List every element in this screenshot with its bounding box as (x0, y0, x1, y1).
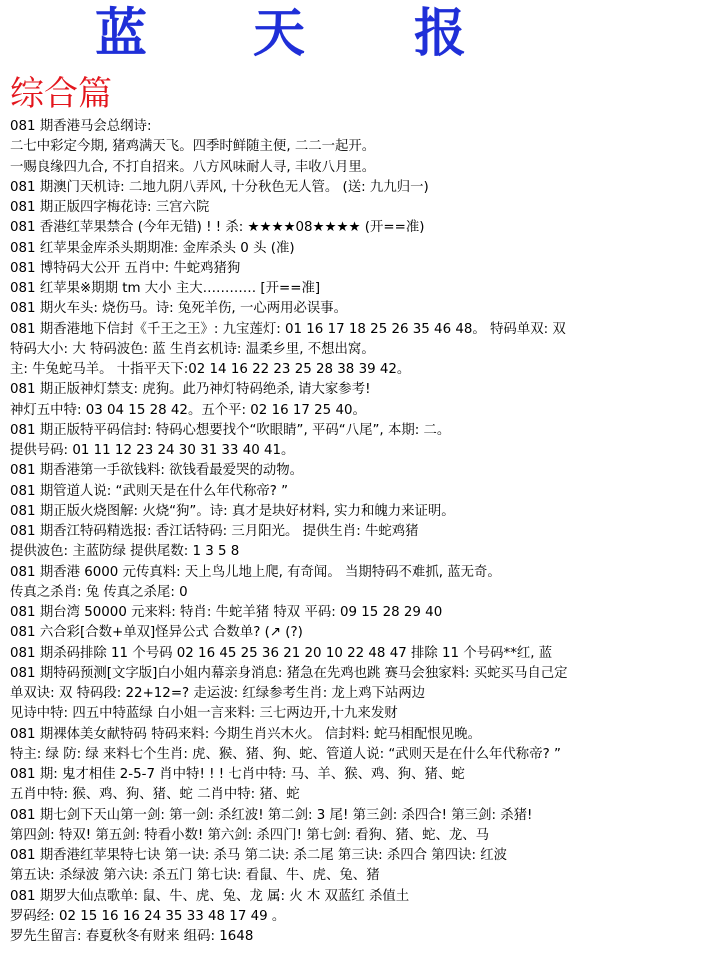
text-segment: 081 期七剑下天山第一剑: 第一剑: 杀红波! 第二剑: 3 尾! 第三剑: 杀四合! 第三剑: 杀猪! (10, 807, 533, 823)
text-line (10, 664, 700, 684)
text-segment: 单双诀: 双 特码段: 22+12=? 走运波: 红绿参考生肖: 龙上鸡下站两边 (10, 686, 426, 701)
text-line (10, 583, 700, 603)
text-line (10, 360, 700, 380)
text-line (10, 907, 700, 927)
masthead-char-1: 蓝 (95, 3, 148, 64)
text-segment: 五肖中特: 猴、鸡、狗、猪、蛇 二肖中特: 猪、蛇 (10, 787, 300, 803)
text-line (10, 320, 700, 340)
text-line (10, 644, 700, 664)
text-line (10, 137, 700, 157)
text-segment: 081 期香港马会总纲诗: (10, 119, 152, 134)
text-segment: 罗码经: 02 15 16 16 24 35 33 48 17 49 。 (10, 908, 286, 924)
text-segment: 二七中彩定今期, 猪鸡满天飞。四季时鲜随主便, 二二一起开。 (10, 139, 376, 155)
text-segment: 传真之杀肖: 兔 传真之杀尾: 0 (10, 584, 188, 600)
text-segment: 081 期: 鬼才相佳 2-5-7 肖中特! ! ! 七肖中特: 马、羊、猴、鸡、狗、猪、蛇 (10, 767, 465, 782)
text-segment: 081 期香港地下信封《千王之王》: 九宝莲灯: 01 16 17 18 25 26 35 46 48。 特码单双: 双 (10, 321, 566, 337)
text-segment: 特主: 绿 防: 绿 来料七个生肖: 虎、猴、猪、狗、蛇、管道人说: “武则天是在什么年代称帝? ” (10, 746, 561, 762)
text-segment: 提供号码: 01 11 12 23 24 30 31 33 40 41。 (10, 443, 295, 458)
text-segment: 081 期管道人说: “武则天是在什么年代称帝? ” (10, 483, 289, 499)
text-line (10, 239, 700, 259)
text-line (10, 401, 700, 421)
text-segment: 081 期杀码排除 11 个号码 02 16 45 25 36 21 20 10 22 48 47 排除 11 个号码**红, 蓝 (10, 645, 553, 661)
text-line (10, 623, 700, 643)
text-line (10, 421, 700, 441)
text-segment: 081 期正版火烧图解: 火烧“狗”。诗: 真才是块好材料, 实力和魄力来证明。 (10, 503, 455, 519)
text-line (10, 522, 700, 542)
text-line (10, 927, 700, 947)
text-line (10, 704, 700, 724)
text-segment: 081 期台湾 50000 元来料: 特肖: 牛蛇羊猪 特双 平码: 09 15 28 29 40 (10, 605, 443, 620)
text-segment: 081 红苹果金库杀头期期准: 金库杀头 0 头 (准) (10, 240, 295, 256)
text-segment: 第五诀: 杀绿波 第六诀: 杀五门 第七诀: 看鼠、牛、虎、兔、猪 (10, 868, 380, 884)
text-line (10, 846, 700, 866)
text-segment: 主: 牛兔蛇马羊。 十指平天下:02 14 16 22 23 25 28 38 39 42。 (10, 362, 411, 377)
text-line (10, 785, 700, 805)
text-segment: 一赐良缘四九合, 不打自招来。八方风味耐人寻, 丰收八月里。 (10, 159, 376, 175)
text-line (10, 279, 700, 299)
text-line (10, 218, 700, 238)
text-line (10, 887, 700, 907)
text-segment: 第四剑: 特双! 第五剑: 特看小数! 第六剑: 杀四门! 第七剑: 看狗、猪、蛇、龙、马 (10, 827, 490, 843)
text-line (10, 542, 700, 562)
text-line (10, 380, 700, 400)
text-line (10, 299, 700, 319)
text-segment: 081 六合彩[合数+单双]怪异公式 合数单? (↗ (?) (10, 625, 303, 641)
text-segment: 081 期火车头: 烧伤马。诗: 兔死羊伤, 一心两用必误事。 (10, 301, 348, 317)
text-segment: 提供波色: 主蓝防绿 提供尾数: 1 3 5 8 (10, 544, 240, 560)
text-line (10, 866, 700, 886)
text-line (10, 461, 700, 481)
text-line (10, 340, 700, 360)
text-segment: 081 期正版神灯禁支: 虎狗。此乃神灯特码绝杀, 请大家参考! (10, 382, 371, 398)
text-line (10, 178, 700, 198)
text-segment: 081 期特码预测[文字版]白小姐内幕亲身消息: 猪急在先鸡也跳 赛马会独家料: 买蛇买马自己定 (10, 665, 568, 681)
text-line (10, 198, 700, 218)
text-line (10, 482, 700, 502)
text-line (10, 745, 700, 765)
text-segment: 081 期罗大仙点歌单: 鼠、牛、虎、兔、龙 属: 火 木 双蓝红 杀值土 (10, 888, 410, 904)
text-segment: 见诗中特: 四五中特蓝绿 白小姐一言来料: 三七两边开,十九来发财 (10, 706, 398, 722)
text-segment: 081 期裸体美女献特码 特码来料: 今期生肖兴木火。 信封料: 蛇马相配恨见晚。 (10, 726, 481, 742)
text-line (10, 826, 700, 846)
text-segment: 081 期香港第一手欲钱料: 欲钱看最爱哭的动物。 (10, 463, 304, 479)
section-title: 综合篇 (10, 74, 112, 114)
text-segment: 081 期香港 6000 元传真料: 天上鸟儿地上爬, 有奇闻。 当期特码不难抓, 蓝无奇。 (10, 564, 501, 580)
text-line (10, 603, 700, 623)
text-segment: 罗先生留言: 春夏秋冬有财来 组码: 1648 (10, 929, 254, 944)
text-line (10, 684, 700, 704)
text-segment: 081 期正版四字梅花诗: 三宫六院 (10, 200, 210, 215)
document-body (10, 117, 700, 947)
text-line (10, 158, 700, 178)
text-segment: 081 期香江特码精选报: 香江话特码: 三月阳光。 提供生肖: 牛蛇鸡猪 (10, 524, 419, 539)
text-line (10, 725, 700, 745)
text-segment: 081 期澳门天机诗: 二地九阴八弄风, 十分秋色无人管。 (送: 九九归一) (10, 179, 429, 195)
text-segment: 081 期正版特平码信封: 特码心想要找个“吹眼睛”, 平码“八尾”, 本期: 二。 (10, 422, 451, 438)
text-segment: 081 期香港红苹果特七诀 第一诀: 杀马 第二诀: 杀二尾 第三诀: 杀四合 第四诀: 红波 (10, 848, 508, 863)
text-segment: 特码大小: 大 特码波色: 蓝 生肖玄机诗: 温柔乡里, 不想出窝。 (10, 341, 375, 357)
text-segment: 081 博特码大公开 五肖中: 牛蛇鸡猪狗 (10, 260, 241, 276)
masthead (0, 0, 704, 70)
text-line (10, 806, 700, 826)
text-line (10, 441, 700, 461)
text-segment: 081 红苹果※期期 tm 大小 主大………… [开==准] (10, 281, 321, 296)
text-line (10, 259, 700, 279)
text-line (10, 765, 700, 785)
text-segment: 081 香港红苹果禁合 (今年无错) ! ! 杀: ★★★★08★★★★ (开==准) (10, 220, 425, 236)
masthead-char-2: 天 (253, 3, 306, 64)
text-segment: 神灯五中特: 03 04 15 28 42。五个平: 02 16 17 25 40。 (10, 402, 366, 418)
text-line (10, 502, 700, 522)
text-line (10, 563, 700, 583)
text-line (10, 117, 700, 137)
masthead-char-3: 报 (414, 3, 467, 64)
